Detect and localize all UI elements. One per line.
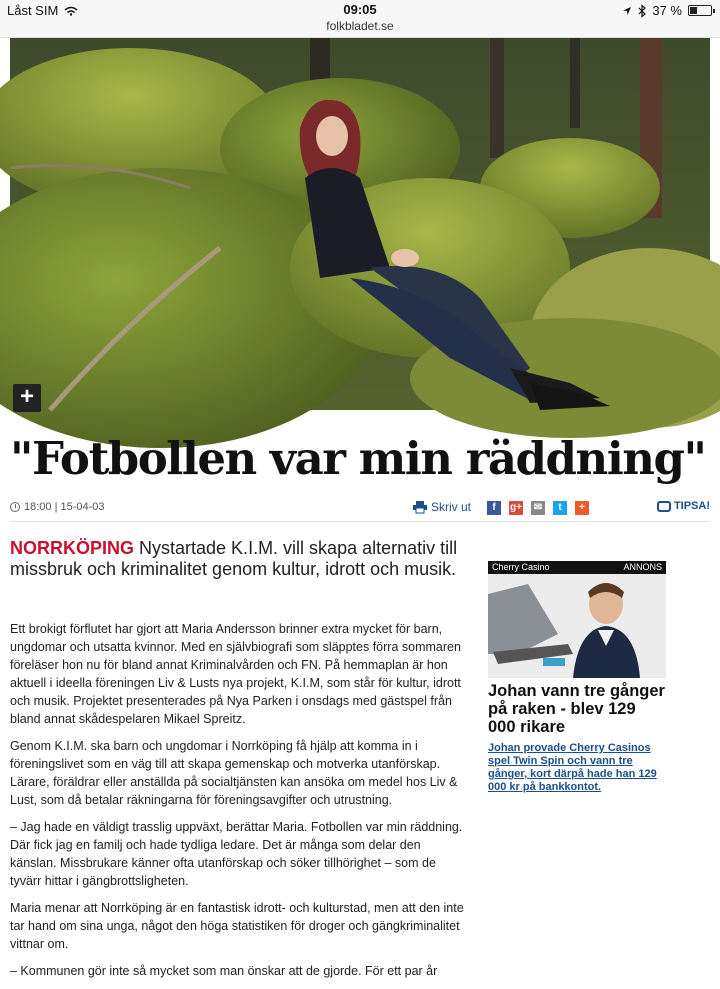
ad-text[interactable]: Johan provade Cherry Casinos spel Twin Spin och vann tre gånger, kort därpå hade han 129 000 kr på bankkontot. [488,742,657,793]
print-label: Skriv ut [431,500,472,514]
bluetooth-icon [638,5,646,17]
hero-photo [10,38,710,410]
battery-icon [688,5,712,16]
status-bar [0,0,720,38]
tipsa-label: TIPSA! [673,500,710,512]
twitter-icon[interactable]: t [553,501,567,515]
tipsa-button[interactable] [657,500,710,512]
expand-image-button[interactable]: + [13,384,41,412]
article-meta [10,498,710,522]
article-lead [10,538,458,580]
paragraph: Maria menar att Norrköping är en fantastisk idrott- och kulturstad, men att den inte tar hand om sina unga, något den höga statistiken för droger och gängkriminalitet vittnar om. [10,901,464,951]
hero-image[interactable] [10,38,710,410]
share-icons [487,501,589,515]
print-button[interactable] [413,500,471,514]
address-bar-url[interactable]: folkbladet.se [326,19,394,33]
paragraph: Genom K.I.M. ska barn och ungdomar i Norrköping få hjälp att komma in i föreningslivet som en väg till att skapa gemenskap och motverka utanförskap. Lärare, föräldrar eller anställda på socialtjänsten kan ansöka om medel hos Liv & Lust, som då betalar räkningarna för föreningsavgifter och utrustning. [10,739,458,807]
carrier-label: Låst SIM [7,3,59,18]
email-icon[interactable]: ✉ [531,501,545,515]
article-timestamp [10,501,105,513]
paragraph: – Kommunen gör inte så mycket som man önskar att de gjorde. För ett par år [10,964,438,978]
clock-icon [10,502,20,512]
article-body [10,620,470,989]
battery-percent: 37 % [652,3,682,18]
ad-image[interactable] [488,574,666,678]
chat-bubble-icon [657,501,671,512]
google-plus-icon[interactable]: g+ [510,502,522,513]
more-share-icon[interactable]: + [575,501,589,515]
advertisement[interactable] [488,561,666,794]
lead-place: NORRKÖPING [10,538,135,558]
lead-text: Nystartade K.I.M. vill skapa alternativ till missbruk och kriminalitet genom kultur, idrott och musik. [10,538,458,579]
status-right [622,3,712,18]
facebook-icon[interactable]: f [487,501,501,515]
article-headline: "Fotbollen var min räddning" [10,432,706,485]
paragraph: Ett brokigt förflutet har gjort att Maria Andersson brinner extra mycket för barn, ungdomar och utsatta kvinnor. Med en självbiografi som släpptes förra sommaren föreläser hon nu för bland annat Kriminalvården och FN. På hemmaplan är hon aktuell i ideella föreningen Liv & Lusts nya projekt, K.I.M, som står för kultur, idrott och musik. Projektet presenterades på Nya Parken i onsdags med gästspel från bland annat skådespelaren Mikael Spreitz. [10,622,461,726]
ad-brand: Cherry Casino [492,562,550,572]
location-arrow-icon [622,6,632,16]
printer-icon [413,501,427,513]
paragraph: – Jag hade en väldigt trasslig uppväxt, berättar Maria. Fotbollen var min räddning. Där fick jag en familj och hade tydliga ledare. Det är många som delar den känslan. Missbrukare känner ofta utanförskap och söker tillhörighet – som de tyvärr hittar i gängbrottsligheten. [10,820,463,888]
ad-label: ANNONS [623,562,662,572]
battery-fill [690,7,697,14]
ad-photo [488,574,666,678]
timestamp-text: 18:00 | 15-04-03 [24,501,105,513]
ad-header [488,561,666,574]
clock-time: 09:05 [343,2,377,17]
ad-title[interactable]: Johan vann tre gånger på raken - blev 129 000 rikare [488,682,665,736]
